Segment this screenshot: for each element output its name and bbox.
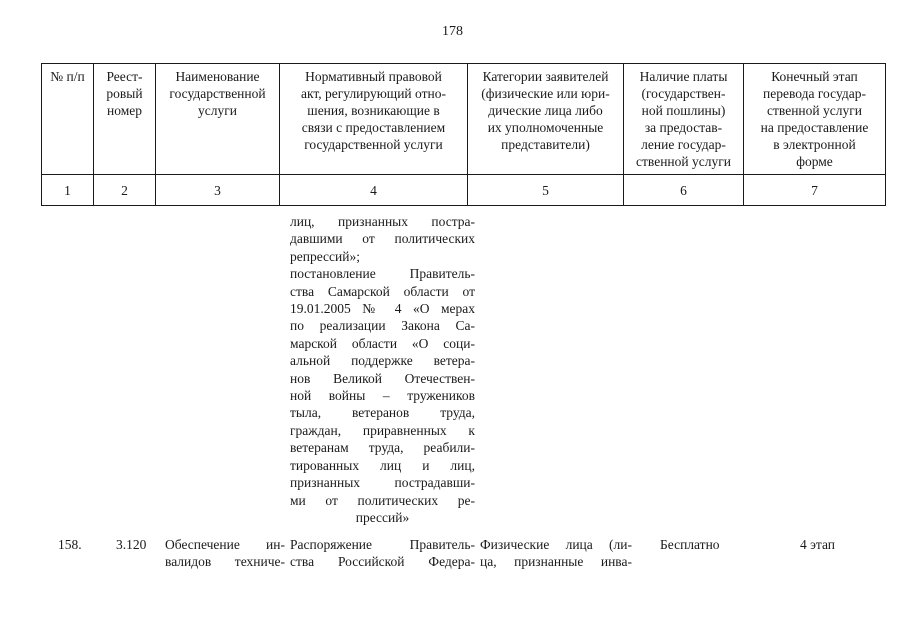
text-line: давшими от политических — [290, 231, 475, 247]
column-number: 5 — [468, 175, 624, 206]
column-number: 1 — [42, 175, 94, 206]
column-number: 6 — [624, 175, 744, 206]
header-cell-registry: Реест- ровый номер — [94, 64, 156, 175]
service-name — [165, 536, 285, 571]
services-table-header — [41, 63, 886, 206]
header-cell-legal-act: Нормативный правовой акт, регулирующий отно- шения, возникающие в связи с предоставлением государственной услуги — [280, 64, 468, 175]
header-cell-final-stage: Конечный этап перевода государ- ственной услуги на предоставление в электронной форме — [744, 64, 886, 175]
text-line: тированных лиц и лиц, — [290, 457, 475, 473]
text-line: постановление Правитель- — [290, 266, 475, 282]
text-line: признанных пострадавши- — [290, 475, 475, 491]
header-cell-service-name: Наименование государственной услуги — [156, 64, 280, 175]
row-number: 158. — [58, 537, 82, 552]
column-number: 3 — [156, 175, 280, 206]
text-line: тыла, ветеранов труда, — [290, 405, 475, 421]
legal-act-continuation — [290, 213, 475, 526]
column-number-row — [42, 175, 886, 206]
text-line: лиц, признанных постра- — [290, 214, 475, 229]
registry-number: 3.120 — [116, 537, 147, 552]
text-line: ца, признанные инва- — [480, 554, 632, 570]
text-line: ветеранам труда, реабили- — [290, 440, 475, 456]
text-line: валидов техниче- — [165, 554, 285, 570]
text-line: Обеспечение ин- — [165, 537, 285, 552]
text-line: ства Российской Федера- — [290, 554, 475, 570]
column-number: 4 — [280, 175, 468, 206]
text-line: нов Великой Отечествен- — [290, 370, 475, 386]
header-cell-number: № п/п — [42, 64, 94, 175]
header-cell-fee: Наличие платы (государствен- ной пошлины) за предостав- ление государ- ственной услуги — [624, 64, 744, 175]
text-line: 19.01.2005 № 4 «О мерах — [290, 301, 475, 317]
text-line: ства Самарской области от — [290, 283, 475, 299]
header-row — [42, 64, 886, 175]
column-number: 7 — [744, 175, 886, 206]
text-line: Физические лица (ли- — [480, 537, 632, 552]
column-number: 2 — [94, 175, 156, 206]
fee: Бесплатно — [660, 537, 720, 552]
text-line: репрессий»; — [290, 248, 360, 264]
text-line: альной поддержке ветера- — [290, 353, 475, 369]
header-cell-applicants: Категории заявителей (физические или юри- дические лица либо их уполномоченные представители) — [468, 64, 624, 175]
text-line: граждан, приравненных к — [290, 422, 475, 438]
final-stage: 4 этап — [800, 537, 836, 552]
text-line: ной войны – тружеников — [290, 388, 475, 404]
page-number: 178 — [442, 24, 463, 39]
text-line: прессий» — [355, 509, 410, 525]
applicants — [480, 536, 632, 571]
text-line: Распоряжение Правитель- — [290, 537, 475, 552]
legal-act — [290, 536, 475, 571]
text-line: по реализации Закона Са- — [290, 318, 475, 334]
text-line: марской области «О соци- — [290, 335, 475, 351]
text-line: ми от политических ре- — [290, 492, 475, 508]
